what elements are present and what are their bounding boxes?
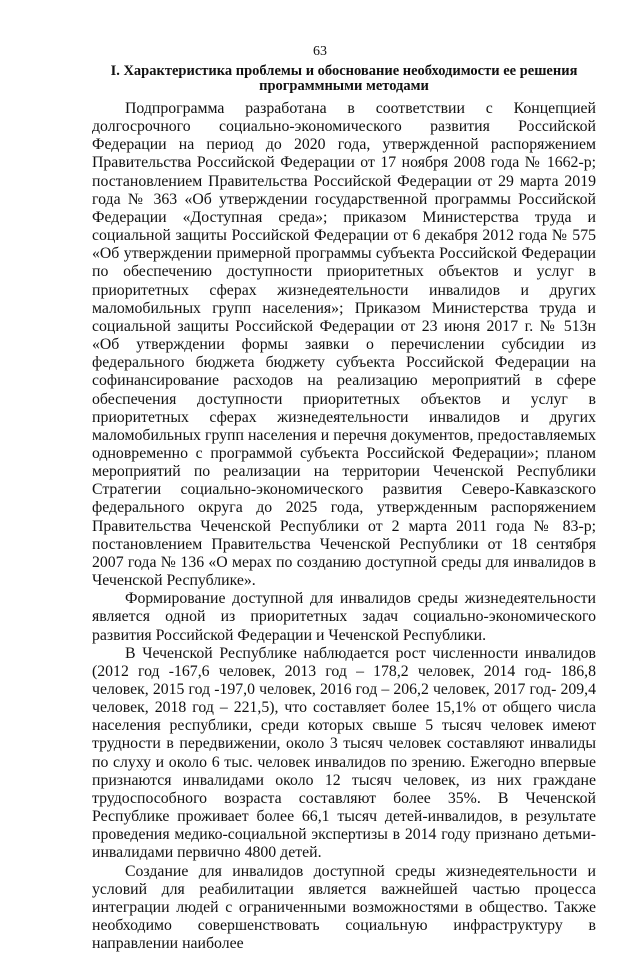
paragraph-integration: Создание для инвалидов доступной среды жизнедеятельности и условий для реабилитации является важнейшей частью процесса интеграции людей с ограниченными возможностями в общество. Также необходимо совершенствовать социальную инфраструктуру в направлении наиболее [92, 862, 596, 953]
body-text [92, 100, 596, 953]
paragraph-legal-basis: Подпрограмма разработана в соответствии с Концепцией долгосрочного социально-экономического развития Российской Федерации на период до 2020 года, утвержденной распоряжением Правительства Российской Федерации от 17 ноября 2008 года № 1662-р; постановлением Правительства Российской Федерации от 29 марта 2019 года № 363 «Об утверждении государственной программы Российской Федерации «Доступная среда»; приказом Министерства труда и социальной защиты Российской Федерации от 6 декабря 2012 года № 575 «Об утверждении примерной программы субъекта Российской Федерации по обеспечению доступности приоритетных объектов и услуг в приоритетных сферах жизнедеятельности инвалидов и других маломобильных групп населения»; Приказом Министерства труда и социальной защиты Российской Федерации от 23 июня 2017 г. № 513н «Об утверждении формы заявки о перечислении субсидии из федерального бюджета бюджету субъекта Российской Федерации на софинансирование расходов на реализацию мероприятий в сфере обеспечения доступности приоритетных объектов и услуг в приоритетных сферах жизнедеятельности инвалидов и других маломобильных групп населения и перечня документов, предоставляемых одновременно с программой субъекта Российской Федерации»; планом мероприятий по реализации на территории Чеченской Республики Стратегии социально-экономического развития Северо-Кавказского федерального округа до 2025 года, утвержденным распоряжением Правительства Чеченской Республики от 2 марта 2011 года № 83-р; постановлением Правительства Чеченской Республики от 18 сентября 2007 года № 136 «О мерах по созданию доступной среды для инвалидов в Чеченской Республике». [92, 100, 596, 590]
page-number: 63 [313, 44, 327, 59]
paragraph-accessibility-priority: Формирование доступной для инвалидов среды жизнедеятельности является одной из приоритетных задач социально-экономического развития Российской Федерации и Чеченской Республики. [92, 590, 596, 644]
section-heading: I. Характеристика проблемы и обоснование необходимости ее решения программными методами [110, 63, 578, 94]
paragraph-disability-statistics: В Чеченской Республике наблюдается рост численности инвалидов (2012 год -167,6 человек, 2013 год – 178,2 человек, 2014 год- 186,8 человек, 2015 год -197,0 человек, 2016 год – 206,2 человек, 2017 год- 209,4 человек, 2018 год – 221,5), что составляет более 15,1% от общего числа населения республики, среди которых свыше 5 тысяч человек имеют трудности в передвижении, около 3 тысяч человек составляют инвалиды по слуху и около 6 тыс. человек инвалидов по зрению. Ежегодно впервые признаются инвалидами около 12 тысяч человек, из них граждане трудоспособного возраста составляют более 35%. В Чеченской Республике проживает более 66,1 тысяч детей-инвалидов, в результате проведения медико-социальной экспертизы в 2014 году признано детьми-инвалидами первично 4800 детей. [92, 644, 596, 862]
